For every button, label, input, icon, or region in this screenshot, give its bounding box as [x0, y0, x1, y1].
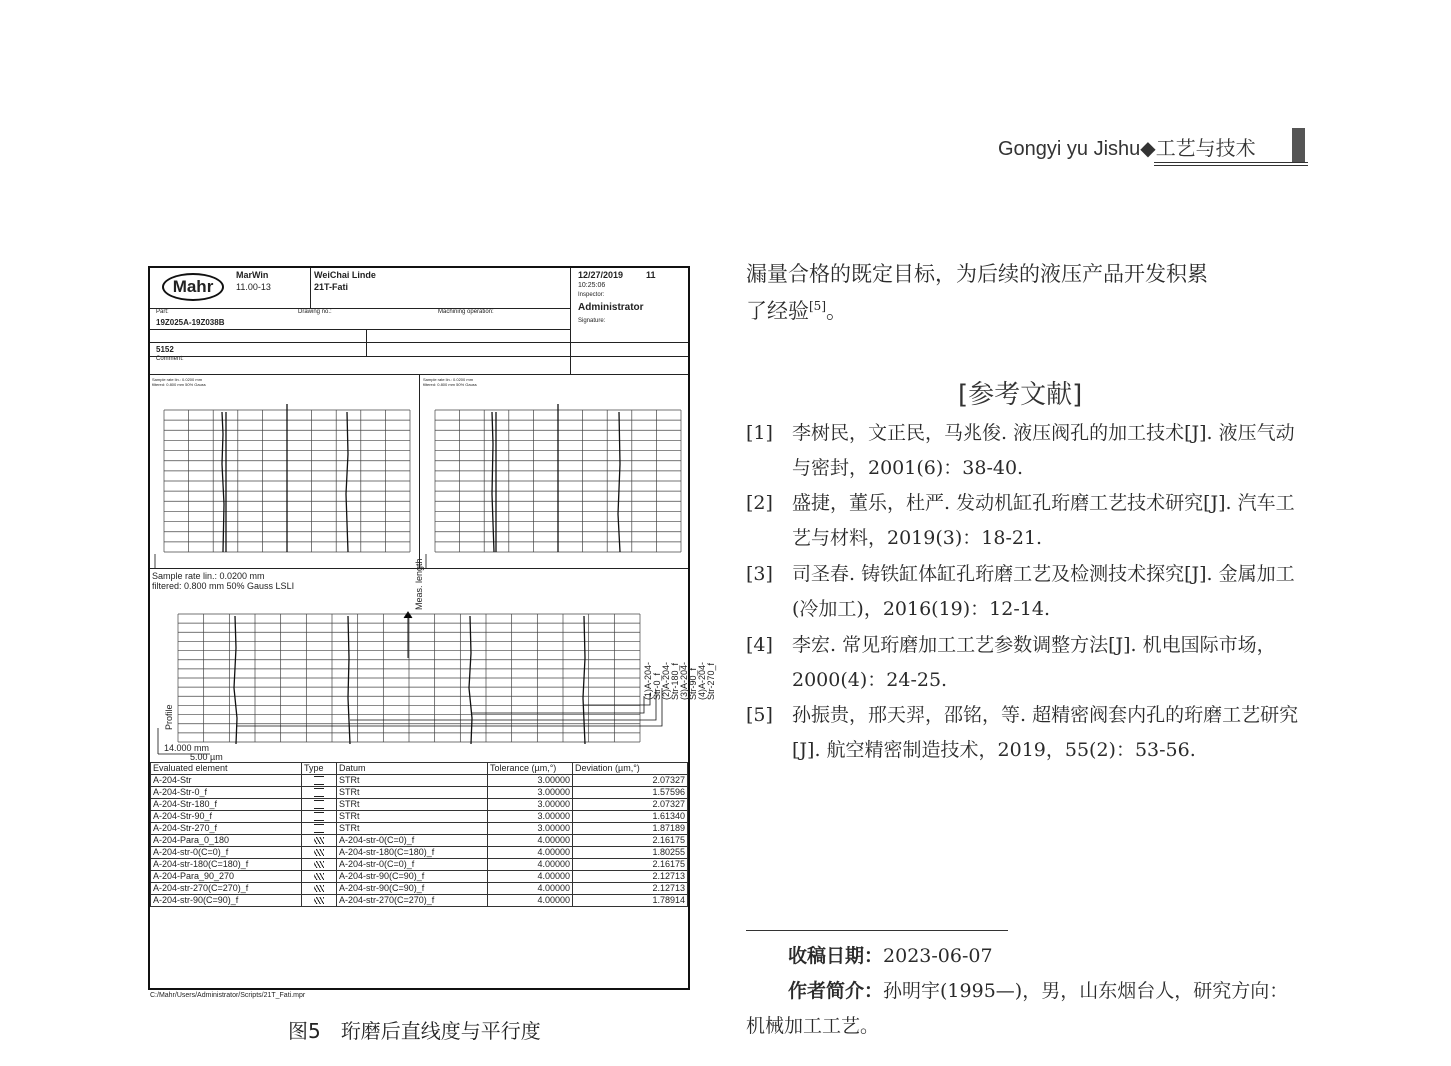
plot-grid [178, 614, 640, 742]
element-cell: A-204-Para_0_180 [151, 835, 302, 847]
tolerance-cell: 3.00000 [488, 823, 573, 835]
type-cell [302, 847, 337, 859]
tolerance-cell: 3.00000 [488, 787, 573, 799]
table-row [151, 859, 688, 871]
legend-item: (3)A-204-Str-90_f [679, 661, 698, 700]
datum-cell: STRt [337, 823, 488, 835]
element-cell: A-204-Str-180_f [151, 799, 302, 811]
paragraph-line: 漏量合格的既定目标，为后续的液压产品开发积累 [746, 262, 1208, 286]
straightness-icon [314, 824, 324, 833]
tolerance-cell: 4.00000 [488, 859, 573, 871]
table-header-row [151, 763, 688, 775]
type-cell [302, 775, 337, 787]
filter-text: filtered: 0.800 mm 50% Gauss [423, 382, 477, 387]
element-cell: A-204-Str-0_f [151, 787, 302, 799]
straightness-icon [314, 788, 324, 797]
measurement-report [148, 266, 716, 999]
type-cell [302, 835, 337, 847]
parallelism-icon [314, 861, 324, 868]
reference-item [746, 698, 1311, 768]
received-value: 2023-06-07 [883, 945, 993, 967]
tolerance-cell: 4.00000 [488, 847, 573, 859]
plot-legend [644, 656, 716, 700]
element-cell: A-204-Str-90_f [151, 811, 302, 823]
datum-cell: A-204-str-180(C=180)_f [337, 847, 488, 859]
element-cell: A-204-Str-270_f [151, 823, 302, 835]
sample-text: Sample rate lin.: 0.0200 mm [152, 571, 265, 581]
col-header: Deviation (µm,°) [573, 763, 688, 775]
datum-cell: A-204-str-0(C=0)_f [337, 859, 488, 871]
received-date [788, 939, 993, 974]
col-header: Type [302, 763, 337, 775]
type-cell [302, 871, 337, 883]
deviation-cell: 2.12713 [573, 883, 688, 895]
datum-cell: STRt [337, 787, 488, 799]
journal-pinyin: Gongyi yu Jishu [998, 138, 1141, 160]
company: WeiChai Linde [314, 270, 376, 280]
profile-traces [234, 616, 585, 744]
references-title: [参考文献] [958, 380, 1083, 410]
scale-marks [155, 554, 451, 568]
table-row [151, 823, 688, 835]
reference-number: [3] [746, 563, 773, 585]
table-row [151, 871, 688, 883]
citation: [5] [809, 299, 826, 313]
software-name: MarWin [236, 270, 269, 280]
author-info-cont: 机械加工工艺。 [746, 1015, 880, 1037]
type-cell [302, 823, 337, 835]
parallelism-icon [314, 837, 324, 844]
part-label: Part: [156, 309, 169, 315]
deviation-cell: 2.07327 [573, 775, 688, 787]
legend-item: (2)A-204-Str-180_f [661, 661, 680, 700]
legend-item: (4)A-204-Str-270_f [697, 661, 716, 700]
reference-text: 司圣春. 铸铁缸体缸孔珩磨工艺及检测技术探究[J]. 金属加工(冷加工)，2016(19)：12-14. [792, 563, 1295, 620]
parallelism-icon [314, 849, 324, 856]
deviation-cell: 2.16175 [573, 859, 688, 871]
col-header: Tolerance (µm,°) [488, 763, 573, 775]
body-paragraph [746, 256, 1316, 330]
straightness-icon [314, 776, 324, 785]
datum-cell: A-204-str-90(C=90)_f [337, 871, 488, 883]
scale-x-label: 14.000 mm [164, 743, 210, 753]
type-cell [302, 895, 337, 907]
type-cell [302, 799, 337, 811]
scale-y-label: 5.00 µm [190, 752, 223, 762]
sample-text: Sample rate lin.: 0.0200 mm [152, 377, 203, 382]
table-row [151, 835, 688, 847]
table-row [151, 775, 688, 787]
deviation-cell: 2.07327 [573, 799, 688, 811]
datum-cell: A-204-str-90(C=90)_f [337, 883, 488, 895]
reference-item [746, 416, 1311, 486]
author-text: 孙明宇(1995—)，男，山东烟台人，研究方向： [883, 980, 1289, 1002]
page-number: 11 [646, 270, 656, 280]
element-cell: A-204-str-270(C=270)_f [151, 883, 302, 895]
inspector: Administrator [578, 302, 644, 313]
comment-label: Comment: [156, 356, 184, 362]
element-cell: A-204-Str [151, 775, 302, 787]
straightness-icon [314, 812, 324, 821]
paragraph-line [746, 293, 1316, 330]
tolerance-cell: 4.00000 [488, 871, 573, 883]
tolerance-cell: 4.00000 [488, 895, 573, 907]
footnote-rule [746, 930, 1008, 931]
straightness-icon [314, 800, 324, 809]
element-cell: A-204-str-180(C=180)_f [151, 859, 302, 871]
evaluation-table [150, 762, 688, 907]
parallelism-icon [314, 885, 324, 892]
type-cell [302, 787, 337, 799]
reference-number: [2] [746, 492, 773, 514]
table-row [151, 847, 688, 859]
parallelism-icon [314, 897, 324, 904]
report-date: 12/27/2019 [578, 270, 624, 280]
element-cell: A-204-str-90(C=90)_f [151, 895, 302, 907]
element-cell: A-204-str-0(C=0)_f [151, 847, 302, 859]
col-header: Datum [337, 763, 488, 775]
header-rule [1154, 162, 1308, 163]
author-label: 作者简介： [788, 980, 884, 1002]
deviation-cell: 1.80255 [573, 847, 688, 859]
paragraph-text: 。 [826, 299, 847, 323]
table-row [151, 811, 688, 823]
header-bar [1292, 128, 1305, 162]
journal-name: 工艺与技术 [1155, 136, 1256, 160]
reference-number: [5] [746, 704, 773, 726]
reference-number: [4] [746, 634, 773, 656]
paragraph-text: 了经验 [746, 299, 809, 323]
datum-cell: A-204-str-0(C=0)_f [337, 835, 488, 847]
filter-text: filtered: 0.800 mm 50% Gauss LSLI [152, 581, 295, 591]
received-label: 收稿日期： [788, 945, 884, 967]
figure-caption: 图5 珩磨后直线度与平行度 [288, 1019, 541, 1043]
reference-text: 李宏. 常见珩磨加工工艺参数调整方法[J]. 机电国际市场，2000(4)：24-25. [792, 634, 1276, 691]
table-row [151, 787, 688, 799]
meas-length-label: Meas. length [414, 558, 424, 610]
type-cell [302, 859, 337, 871]
col-header: Evaluated element [151, 763, 302, 775]
signature-label: Signature: [578, 318, 606, 324]
tolerance-cell: 4.00000 [488, 835, 573, 847]
type-cell [302, 883, 337, 895]
running-header [998, 132, 1256, 161]
meas-axis-arrow [404, 612, 412, 658]
type-cell [302, 811, 337, 823]
tolerance-cell: 4.00000 [488, 883, 573, 895]
author-info [788, 974, 1288, 1009]
profile-traces [222, 404, 620, 552]
deviation-cell: 1.61340 [573, 811, 688, 823]
drawing-label: Drawing no.: [298, 309, 332, 315]
reference-item [746, 628, 1311, 698]
reference-item [746, 486, 1311, 556]
deviation-cell: 2.16175 [573, 835, 688, 847]
profile-plots-small [150, 374, 688, 568]
file-path: C:/Mahr/Users/Administrator/Scripts/21T_Fati.mpr [150, 992, 306, 999]
reference-number: [1] [746, 422, 773, 444]
datum-cell: A-204-str-270(C=270)_f [337, 895, 488, 907]
program: 21T-Fati [314, 282, 349, 292]
order-number: 5152 [156, 345, 174, 354]
part-number: 19Z025A-19Z038B [156, 318, 225, 327]
tolerance-cell: 3.00000 [488, 775, 573, 787]
tolerance-cell: 3.00000 [488, 811, 573, 823]
deviation-cell: 1.78914 [573, 895, 688, 907]
profile-axis-label: Profile [164, 704, 174, 730]
tolerance-cell: 3.00000 [488, 799, 573, 811]
machining-label: Machining operation: [438, 309, 494, 315]
report-time: 10:25:06 [578, 282, 606, 289]
reference-text: 盛捷，董乐，杜严. 发动机缸孔珩磨工艺技术研究[J]. 汽车工艺与材料，2019(3)：18-21. [792, 492, 1295, 549]
legend-item: (1)A-204-Str-0_f [643, 661, 662, 700]
reference-text: 李树民，文正民，马兆俊. 液压阀孔的加工技术[J]. 液压气动与密封，2001(6)：38-40. [792, 422, 1295, 479]
reference-text: 孙振贵，邢天羿，邵铭，等. 超精密阀套内孔的珩磨工艺研究[J]. 航空精密制造技术，2019，55(2)：53-56. [792, 704, 1299, 761]
datum-cell: STRt [337, 799, 488, 811]
header-rule [1154, 165, 1308, 166]
table-row [151, 799, 688, 811]
parallelism-icon [314, 873, 324, 880]
reference-item [746, 557, 1311, 627]
filter-text: filtered: 0.800 mm 50% Gauss [152, 382, 206, 387]
datum-cell: STRt [337, 775, 488, 787]
diamond-icon: ◆ [1140, 136, 1156, 160]
element-cell: A-204-Para_90_270 [151, 871, 302, 883]
datum-cell: STRt [337, 811, 488, 823]
table-row [151, 895, 688, 907]
deviation-cell: 2.12713 [573, 871, 688, 883]
inspector-label: Inspector: [578, 292, 605, 298]
deviation-cell: 1.57596 [573, 787, 688, 799]
mahr-logo: Mahr [162, 273, 224, 301]
table-row [151, 883, 688, 895]
software-version: 11.00-13 [236, 282, 271, 292]
deviation-cell: 1.87189 [573, 823, 688, 835]
sample-text: Sample rate lin.: 0.0200 mm [423, 377, 474, 382]
legend-leaders [236, 688, 662, 726]
